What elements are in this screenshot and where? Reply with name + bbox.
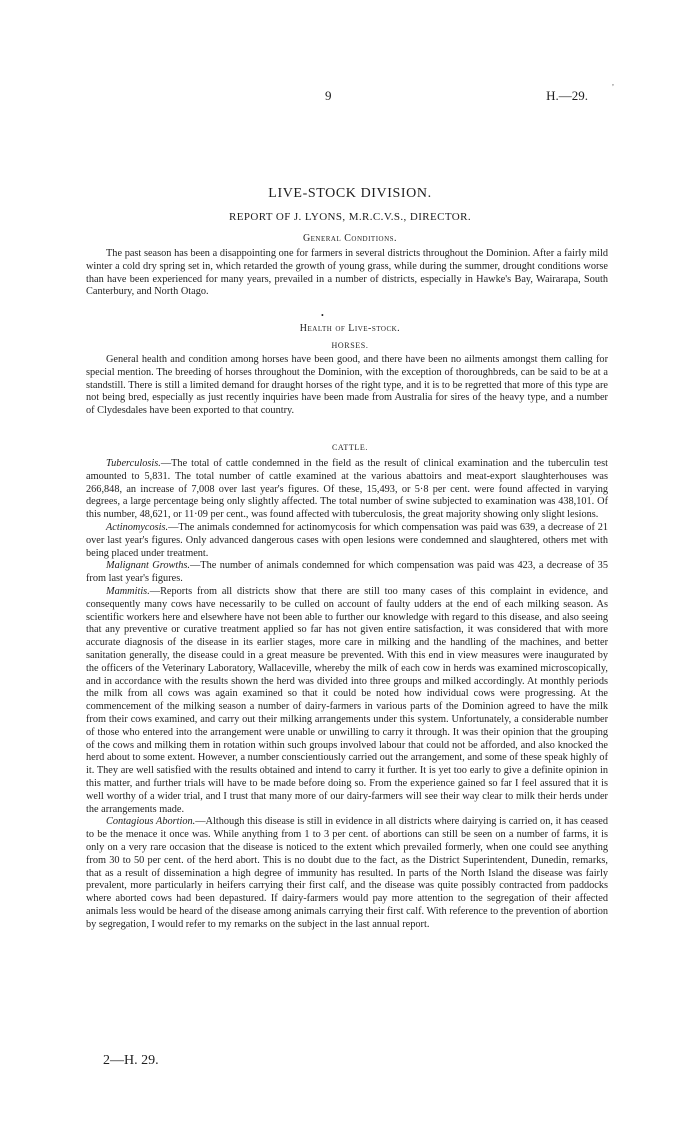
- tuberculosis-text: —The total of cattle condemned in the field as the result of clinical examination and the tuberculin test amounted to 5,831. The total number of cattle examined at the various abattoirs and meat-export slaughterhouses was 266,848, an increase of 7,008 over last year's figures. Of these, 15,493, or 5·8 per cent. were found affected in varying degrees, a large percentage being only slightly affected. The total number of swine subjected to examination was 438,101. Of this number, 48,621, or 11·09 per cent., was found affected with tuberculosis, the great majority showing only slight lesions.: [86, 458, 608, 521]
- mammitis-paragraph: [86, 586, 608, 816]
- health-heading: Health of Live-stock.: [299, 323, 401, 334]
- cattle-heading: CATTLE.: [332, 443, 368, 452]
- actinomycosis-label: Actinomycosis.: [106, 521, 169, 533]
- general-conditions-paragraph: The past season has been a disappointing one for farmers in several districts throughout the Dominion. After a fairly mild winter a cold dry spring set in, which retarded the growth of young grass, while during the summer, drought conditions worse than have been experienced for many years, prevailed in a number of districts, especially in Hawke's Bay, Wairarapa, South Canterbury, and North Otago.: [86, 248, 608, 298]
- separator-dot: •: [321, 311, 324, 320]
- tuberculosis-paragraph: [86, 458, 608, 522]
- horses-text: [86, 354, 608, 418]
- general-conditions-text: [86, 248, 608, 299]
- document-code: H.—29.: [546, 88, 588, 103]
- cattle-text: [86, 458, 608, 931]
- signature-footer: 2—H. 29.: [103, 1053, 159, 1068]
- general-conditions-heading: General Conditions.: [302, 233, 398, 244]
- tuberculosis-label: Tuberculosis.: [106, 458, 161, 469]
- page-number: 9: [325, 88, 332, 103]
- mammitis-label: Mammitis.: [106, 585, 150, 597]
- corner-mark: ,: [612, 78, 614, 87]
- actinomycosis-text: —The animals condemned for actinomycosis for which compensation was paid was 639, a decrease of 21 over last year's figures. Only advanced dangerous cases with open lesions were condemned and slaughtered, others met with being placed under treatment.: [86, 521, 608, 559]
- contagious-abortion-text: —Although this disease is still in evidence in all districts where dairying is carried on, it has ceased to be the menace it once was. While anything from 1 to 3 per cent. of abortions can still be seen on a number of farms, it is only on a very rare occasion that the disease is noticed to the extent which prevailed formerly, when one could see anything from 30 to 50 per cent. of the herd abort. This is no doubt due to the fact, as the District Superintendent, Dunedin, remarks, that as a result of dissemination a high degree of immunity has resulted. In parts of the North Island the disease was fairly prevalent, more particularly in heifers carrying their first calf, and the disease was quite possibly contracted from paddocks where aborted cows had been depastured. If dairy-farmers would pay more attention to the segregation of their affected animals less would be heard of the disease among animals carrying their first calf. With reference to the prevention of abortion by segregation, I would refer to my remarks on the subject in the last annual report.: [86, 816, 609, 930]
- division-title: LIVE-STOCK DIVISION.: [268, 186, 432, 201]
- malignant-growths-paragraph: [86, 560, 608, 586]
- malignant-growths-text: —The number of animals condemned for which compensation was paid was 423, a decrease of 35 from last year's figures.: [86, 560, 608, 585]
- horses-heading: HORSES.: [331, 341, 369, 350]
- actinomycosis-paragraph: [86, 522, 608, 560]
- horses-paragraph: General health and condition among horses have been good, and there have been no ailments amongst them calling for special mention. The breeding of horses throughout the Dominion, with the exception of thoroughbreds, can be said to be at a standstill. There is still a limited demand for draught horses of the right type, and it is to be regretted that more of this type are not being bred, especially as just recently inquiries have been made from Australia for sires of the heavy type, and a number of Clydesdales have been exported to that country.: [86, 354, 608, 417]
- contagious-abortion-label: Contagious Abortion.: [106, 816, 196, 828]
- mammitis-text: —Reports from all districts show that there are still too many cases of this complaint in evidence, and consequently many cows have necessarily to be culled on account of faulty udders at the end of each milking season. As scientific workers here and elsewhere have not been able to further our knowledge with regard to this disease, and also seeing that any preventive or curative treatment applied so far has not given entire satisfaction, it was considered that with more accurate diagnosis of the disease in its earlier stages, more care in milking and the handling of the machines, and better sanitation generally, the disease could in a great measure be prevented. With this end in view measures were inaugurated by the officers of the Veterinary Laboratory, Wallaceville, whereby the milk of each cow in herds was examined microscopically, and in accordance with the results shown the herd was divided into three groups and milked accordingly. At monthly periods the milk from all cows was again examined so that it could be noted how individual cows were progressing. At the commencement of the milking season a number of dairy-farmers in various parts of the Dominion agreed to have the milk from their cows examined, and carry out their milking arrangements under this system. Unfortunately, a considerable number of those who entered into the arrangement were unable or unwilling to carry it through. It was their opinion that the grouping of the cows and milking them in rotation within such groups involved labour that could not be afforded, and also knocked the herd about to some extent. However, a number conscientiously carried out the arrangement, and some of these speak highly of it. They are well satisfied with the results obtained and intend to carry it further. It is yet too early to give a definite opinion in this matter, and further trials will have to be made before doing so. From the experience gained so far I feel assured that it is well worthy of a wider trial, and I trust that many more of our dairy-farmers will see their way clear to milk their herds under the arrangements made.: [86, 585, 608, 815]
- malignant-growths-label: Malignant Growths.: [106, 560, 190, 572]
- contagious-abortion-paragraph: [86, 816, 608, 931]
- report-subtitle: REPORT OF J. LYONS, M.R.C.V.S., DIRECTOR.: [228, 211, 472, 223]
